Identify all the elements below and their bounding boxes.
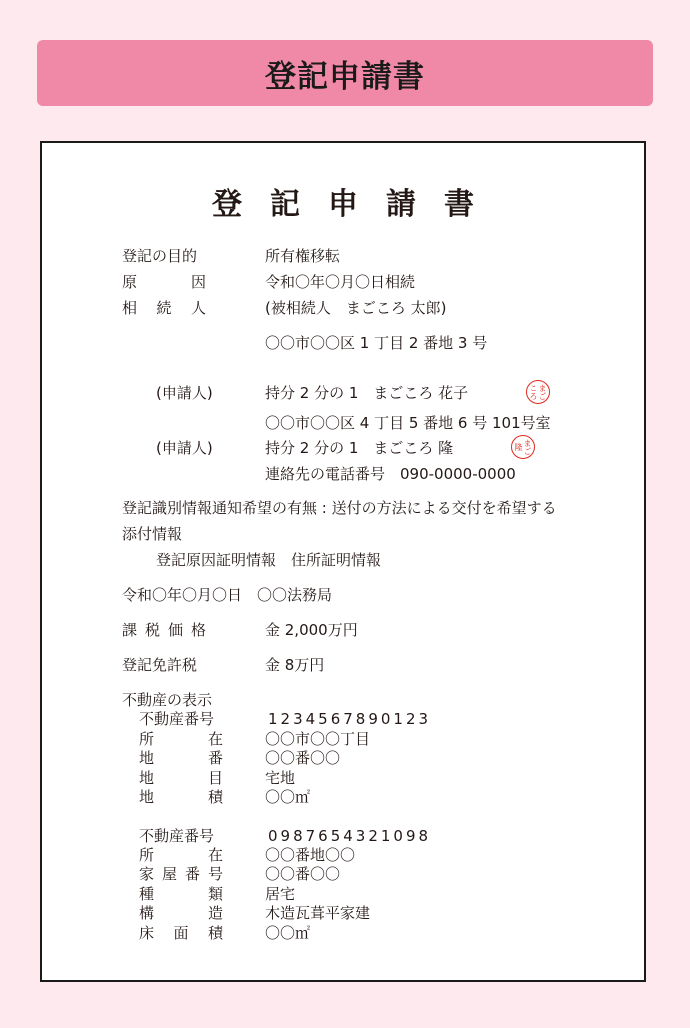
tax-base-label-char-3: 価 [167,621,183,639]
heir-address: 〇〇市〇〇区 1 丁目 2 番地 3 号 [265,334,488,352]
land-area: 〇〇㎡ [265,788,311,806]
building-house-no-label-char-1: 家 [139,865,155,883]
land-area-label [139,788,223,806]
building-location-label-char-1: 所 [139,846,155,864]
building-floor-label-char-3: 積 [207,924,223,942]
applicant2-seal-text: まご隆 [514,439,532,455]
heir-label-char-2: 続 [156,299,172,317]
land-location-label-char-2: 在 [207,730,223,748]
land-lot-label-char-1: 地 [139,749,155,767]
land-category: 宅地 [265,769,296,787]
heir-label-char-1: 相 [122,299,138,317]
applicant1-seal-icon [526,380,550,404]
applicant1-share: 持分 2 分の 1 まごころ 花子 [265,384,469,402]
building-location-label-char-2: 在 [207,846,223,864]
tax-base-label-char-2: 税 [144,621,160,639]
tax-base-value: 金 2,000万円 [265,621,358,639]
license-tax-label: 登記免許税 [122,656,198,674]
heir-label [122,299,206,317]
building-kind: 居宅 [265,885,296,903]
registration-application-document [40,141,646,982]
notice-line: 登記識別情報通知希望の有無 : 送付の方法による交付を希望する [122,499,557,517]
land-location: 〇〇市〇〇丁目 [265,730,371,748]
land-lot-label-char-2: 番 [207,749,223,767]
land-number: 1234567890123 [268,710,432,728]
applicant2-phone: 連絡先の電話番号 090-0000-0000 [265,465,516,483]
license-tax-value: 金 8万円 [265,656,325,674]
land-location-label-char-1: 所 [139,730,155,748]
purpose-value: 所有権移転 [265,247,341,265]
heir-value: (被相続人 まごころ 太郎) [265,299,447,317]
building-house-no-label-char-3: 番 [184,865,200,883]
cause-label-char-1: 原 [122,273,138,291]
land-area-label-char-2: 積 [207,788,223,806]
land-category-label [139,769,223,787]
building-structure-label-char-2: 造 [207,904,223,922]
purpose-label: 登記の目的 [122,247,198,265]
building-kind-label-char-2: 類 [207,885,223,903]
applicant1-seal-text: まごころ [529,384,547,400]
building-floor: 〇〇㎡ [265,924,311,942]
applicant2-share: 持分 2 分の 1 まごころ 隆 [265,439,454,457]
building-house-no-label [139,865,223,883]
building-location-label [139,846,223,864]
tax-base-label-char-1: 課 [122,621,138,639]
tax-base-label [122,621,206,639]
applicant1-address: 〇〇市〇〇区 4 丁目 5 番地 6 号 101号室 [265,414,551,432]
building-number-label: 不動産番号 [139,827,215,845]
land-location-label [139,730,223,748]
land-category-label-char-2: 目 [207,769,223,787]
building-floor-label-char-2: 面 [173,924,189,942]
header-banner [37,40,653,106]
land-lot: 〇〇番〇〇 [265,749,341,767]
attachments-label: 添付情報 [122,525,183,543]
applicant2-seal-icon [511,435,535,459]
cause-label [122,273,206,291]
tax-base-label-char-4: 格 [190,621,206,639]
land-category-label-char-1: 地 [139,769,155,787]
applicant2-role: (申請人) [156,439,213,457]
building-structure-label-char-1: 構 [139,904,155,922]
land-area-label-char-1: 地 [139,788,155,806]
building-house-no-label-char-2: 屋 [161,865,177,883]
document-title: 登記申請書 [212,187,502,222]
heir-label-char-3: 人 [190,299,206,317]
date-office: 令和〇年〇月〇日 〇〇法務局 [122,586,333,604]
building-kind-label-char-1: 種 [139,885,155,903]
building-structure-label [139,904,223,922]
building-floor-label-char-1: 床 [139,924,155,942]
property-label: 不動産の表示 [122,691,213,709]
cause-value: 令和〇年〇月〇日相続 [265,273,416,291]
cause-label-char-2: 因 [190,273,206,291]
building-structure: 木造瓦葺平家建 [265,904,371,922]
building-location: 〇〇番地〇〇 [265,846,356,864]
building-number: 0987654321098 [268,827,432,845]
building-floor-label [139,924,223,942]
applicant1-role: (申請人) [156,384,213,402]
building-house-no: 〇〇番〇〇 [265,865,341,883]
building-kind-label [139,885,223,903]
land-number-label: 不動産番号 [139,710,215,728]
attachments-value: 登記原因証明情報 住所証明情報 [156,551,382,569]
land-lot-label [139,749,223,767]
building-house-no-label-char-4: 号 [207,865,223,883]
banner-title: 登記申請書 [265,58,425,95]
